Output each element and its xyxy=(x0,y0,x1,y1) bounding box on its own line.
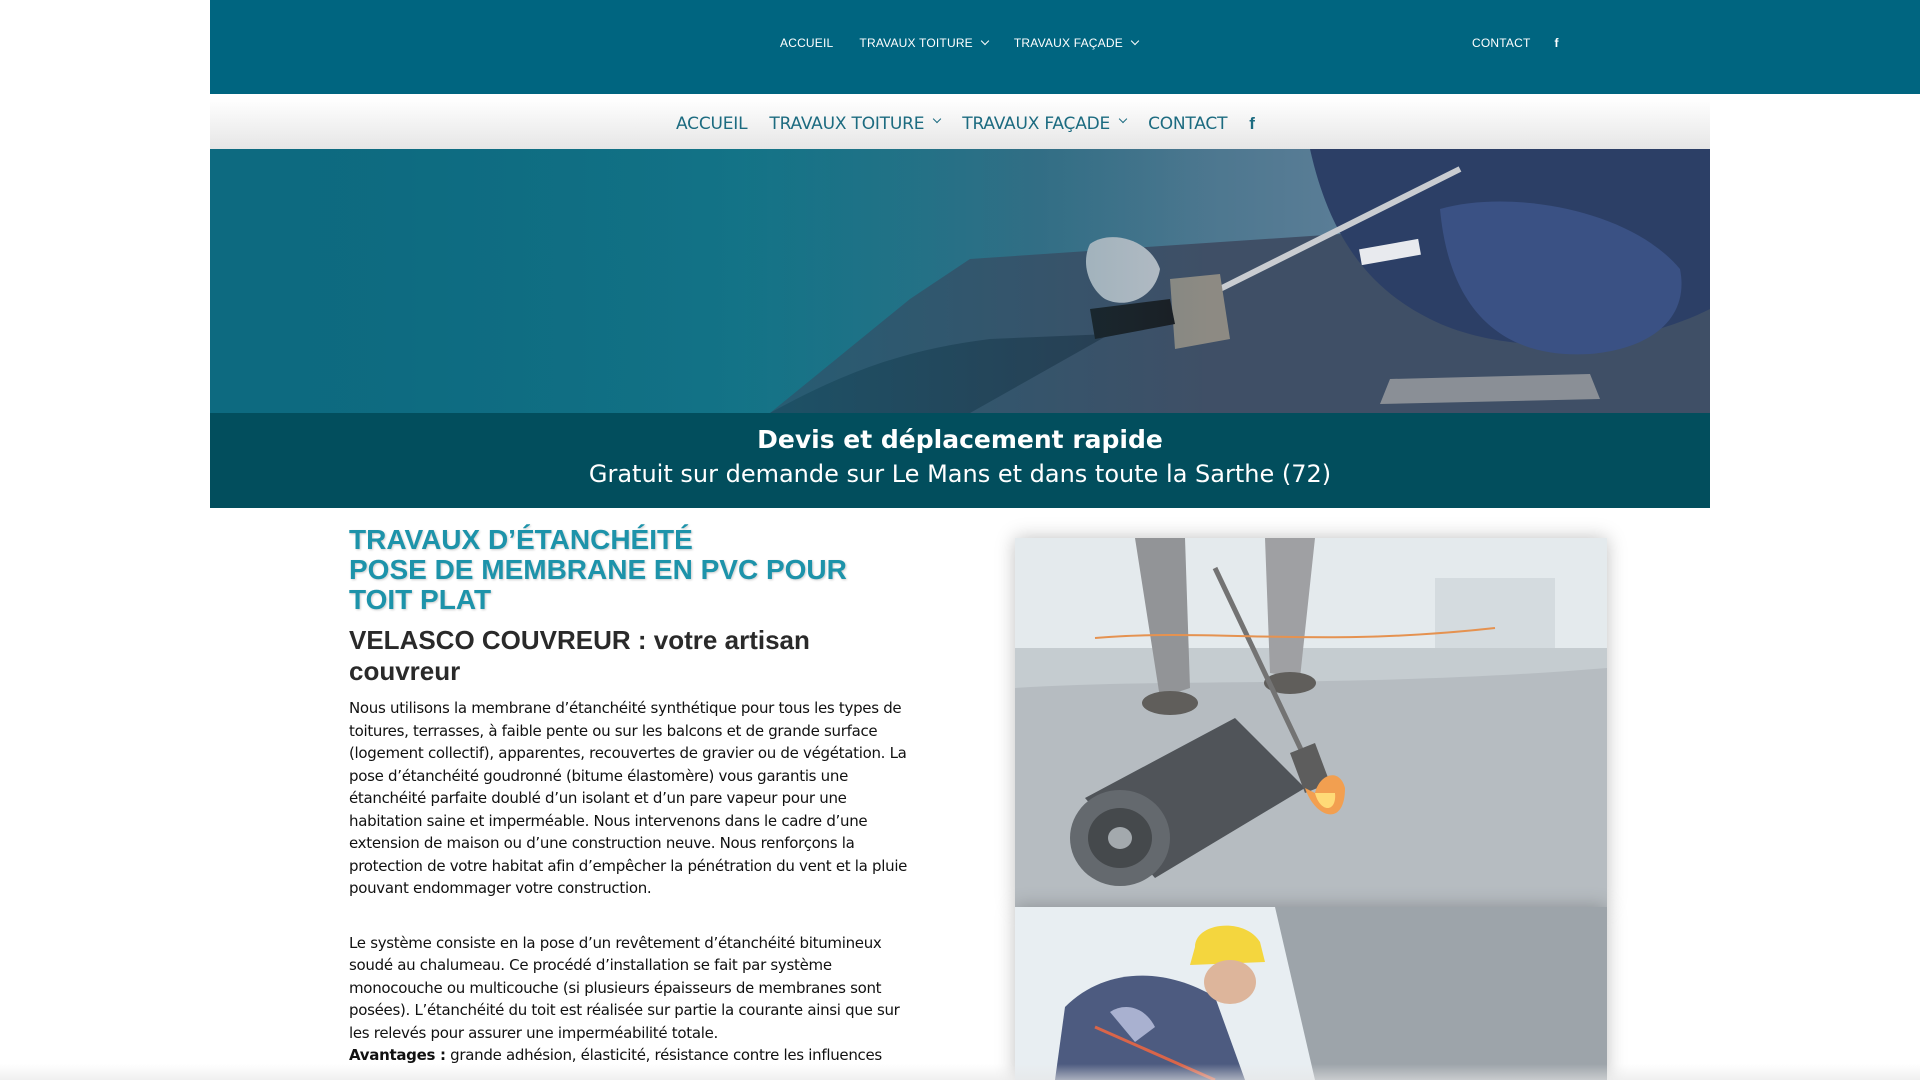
main-nav-travaux-facade-label: TRAVAUX FAÇADE xyxy=(962,114,1111,134)
main-content xyxy=(349,525,909,1067)
page-subtitle xyxy=(349,625,909,687)
roofer-torch-photo-icon xyxy=(210,149,1710,413)
chevron-down-icon xyxy=(933,115,941,123)
top-nav-accueil[interactable] xyxy=(780,36,833,50)
roofer-helmet-photo xyxy=(1015,907,1607,1080)
top-nav-travaux-toiture[interactable] xyxy=(859,36,987,50)
chevron-down-icon xyxy=(1131,37,1139,45)
intro-paragraph: Nous utilisons la membrane d’étanchéité synthétique pour tous les types de toitures, terrasses, à faible pente ou sur les balcons et de grande surface (logement collectif), apparentes, recouvertes de gravier ou de végétation. La pose d’étanchéité goudronné (bitume élastomère) vous garantis une étanchéité parfaite doublé d’un isolant et d’un pare vapeur pour une habitation saine et imperméable. Nous intervenons dans le cadre d’une extension de maison ou d’une construction neuve. Nous renforçons la protection de votre habitat afin d’empêcher la pénétration du vent et la pluie pouvant endommager votre construction. xyxy=(349,699,908,897)
quote-banner xyxy=(210,413,1710,508)
main-nav-travaux-toiture-label: TRAVAUX TOITURE xyxy=(769,114,925,134)
membrane-roll-torch-photo-icon xyxy=(1015,538,1607,907)
system-paragraph: Le système consiste en la pose d’un revêtement d’étanchéité bitumineux soudé au chalumeau. Ce procédé d’installation se fait par système monocouche ou multicouche (si plusieurs épaisseurs de membranes sont posées). L’étanchéité du toit est réalisée sur partie la courante ainsi que sur les relevés pour assurer une imperméabilité totale. xyxy=(349,933,900,1042)
banner-subtitle: Gratuit sur demande sur Le Mans et dans toute la Sarthe (72) xyxy=(588,460,1332,488)
subtitle-rest: : votre artisan couvreur xyxy=(349,625,810,686)
top-nav xyxy=(780,36,1164,50)
top-nav-travaux-toiture-label: TRAVAUX TOITURE xyxy=(859,36,973,50)
page-title-line-2: POSE DE MEMBRANE EN PVC POUR xyxy=(349,554,847,585)
chevron-down-icon xyxy=(1119,115,1127,123)
top-nav-accueil-label: ACCUEIL xyxy=(780,36,834,50)
page-title-line-1: TRAVAUX D’ÉTANCHÉITÉ xyxy=(349,524,693,555)
top-nav-contact[interactable] xyxy=(1472,36,1531,50)
bottom-fade xyxy=(0,1064,1920,1080)
banner-title: Devis et déplacement rapide xyxy=(757,425,1163,454)
roofer-yellow-helmet-photo-icon xyxy=(1015,907,1607,1080)
main-nav-accueil-label: ACCUEIL xyxy=(676,114,748,134)
top-nav-travaux-facade-label: TRAVAUX FAÇADE xyxy=(1013,36,1123,50)
top-nav-contact-label: CONTACT xyxy=(1472,36,1531,50)
hero-banner-image xyxy=(210,149,1710,413)
membrane-roll-photo xyxy=(1015,538,1607,907)
advantages-text: grande adhésion, élasticité, résistance contre les influences xyxy=(445,1046,882,1064)
company-name: VELASCO COUVREUR xyxy=(349,625,631,655)
top-nav-travaux-facade[interactable] xyxy=(1014,36,1138,50)
top-header xyxy=(210,0,1920,94)
main-nav-travaux-toiture[interactable] xyxy=(769,114,940,134)
main-nav-travaux-facade[interactable] xyxy=(962,114,1126,134)
main-nav-accueil[interactable] xyxy=(676,114,747,134)
top-contact-group xyxy=(1472,36,1559,50)
main-nav-contact-label: CONTACT xyxy=(1148,114,1228,134)
main-nav-contact[interactable] xyxy=(1148,114,1227,134)
facebook-icon[interactable]: f xyxy=(1249,114,1255,133)
main-nav xyxy=(210,99,1710,149)
chevron-down-icon xyxy=(981,37,989,45)
page-title xyxy=(349,525,909,615)
advantages-label: Avantages : xyxy=(349,1046,446,1064)
page-title-line-3: TOIT PLAT xyxy=(349,584,492,615)
facebook-icon[interactable]: f xyxy=(1554,36,1559,50)
